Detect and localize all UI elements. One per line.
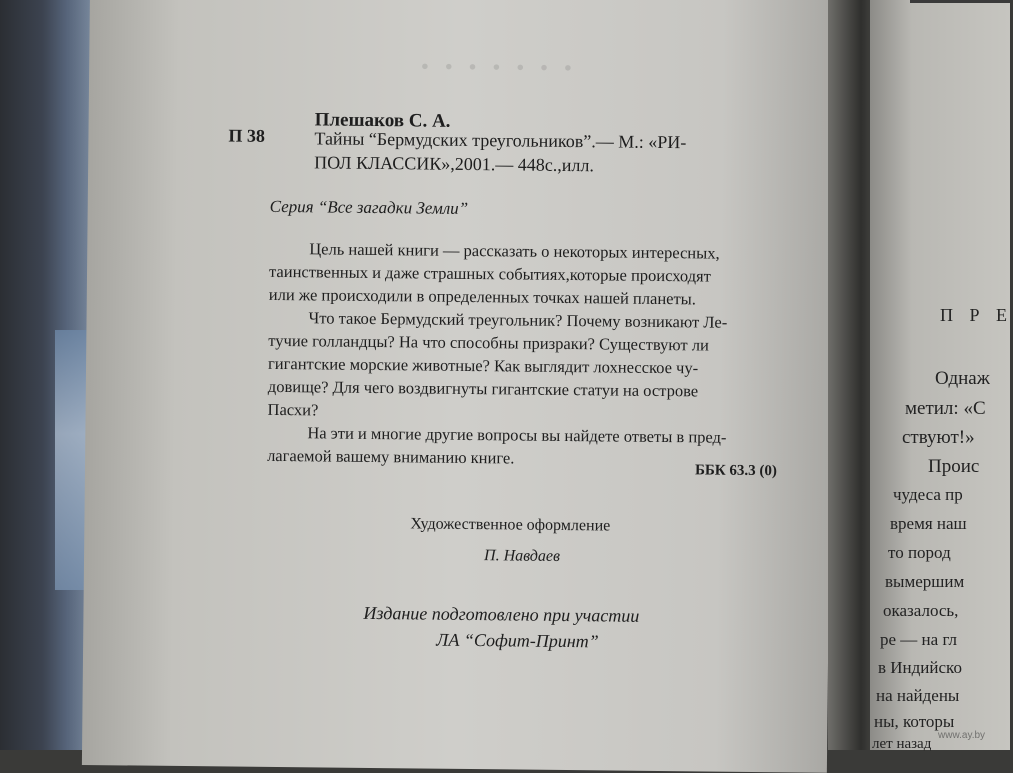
right-page-line: время наш — [890, 514, 967, 533]
designer-name: П. Навдаев — [484, 547, 561, 565]
right-page-line: в Индийско — [878, 658, 962, 677]
right-page-heading: П Р Е — [940, 305, 1013, 325]
right-page-rule — [910, 0, 1010, 3]
paragraph-line: Цель нашей книги — рассказать о некоторых интересных, — [309, 239, 720, 263]
right-page-line: Проис — [928, 456, 980, 477]
book-cover-edge — [0, 0, 95, 750]
catalog-code: П 38 — [228, 125, 266, 146]
paragraph-line: довище? Для чего воздвигнуты гигантские статуи на острове — [267, 376, 699, 401]
bibliography-line-1: Тайны “Бермудских треугольников”.— М.: «РИ- — [314, 128, 687, 153]
prepared-line-2: ЛА “Софит-Принт” — [436, 629, 599, 652]
paragraph-line: лагаемой вашему вниманию книге. — [267, 445, 515, 468]
prepared-line-1: Издание подготовлено при участии — [363, 602, 640, 626]
right-page-line: оказалось, — [883, 601, 959, 620]
right-page-line: метил: «С — [905, 398, 986, 419]
paragraph-line: или же происходили в определенных точках нашей планеты. — [268, 284, 697, 309]
watermark: www.ay.by — [938, 730, 986, 741]
right-page-line: чудеса пр — [893, 485, 963, 504]
right-page-line: вымершим — [885, 572, 965, 591]
paragraph-line: На эти и многие другие вопросы вы найдете ответы в пред- — [307, 423, 727, 447]
bbk-code: ББК 63.3 (0) — [694, 462, 778, 480]
paragraph-line: гигантские морские животные? Как выглядит лохнесское чу- — [268, 353, 699, 378]
right-page-line: на найдены — [876, 686, 960, 705]
right-page-line: ны, которы — [874, 712, 955, 731]
right-page-line: лет назад — [872, 736, 932, 752]
series-title: Серия “Все загадки Земли” — [269, 196, 469, 218]
right-page-line: ре — на гл — [880, 630, 958, 649]
paragraph-line: тучие голландцы? На что способны призраки? Существуют ли — [268, 330, 709, 355]
paragraph-line: Что такое Бермудский треугольник? Почему возникают Ле- — [308, 308, 728, 332]
design-label: Художественное оформление — [410, 515, 611, 535]
paragraph-line: таинственных и даже страшных событиях,которые происходят — [268, 261, 711, 286]
author-name: Плешаков С. А. — [314, 109, 451, 132]
right-page-line: то пород — [888, 543, 951, 562]
bleed-through-text: · · · · · · · — [419, 48, 576, 88]
right-page-line: Однаж — [935, 368, 990, 389]
right-page-line: ствуют!» — [902, 427, 975, 448]
left-page — [82, 0, 835, 773]
bibliography-line-2: ПОЛ КЛАССИК»,2001.— 448с.,илл. — [314, 152, 595, 176]
paragraph-line: Пасхи? — [267, 399, 319, 420]
